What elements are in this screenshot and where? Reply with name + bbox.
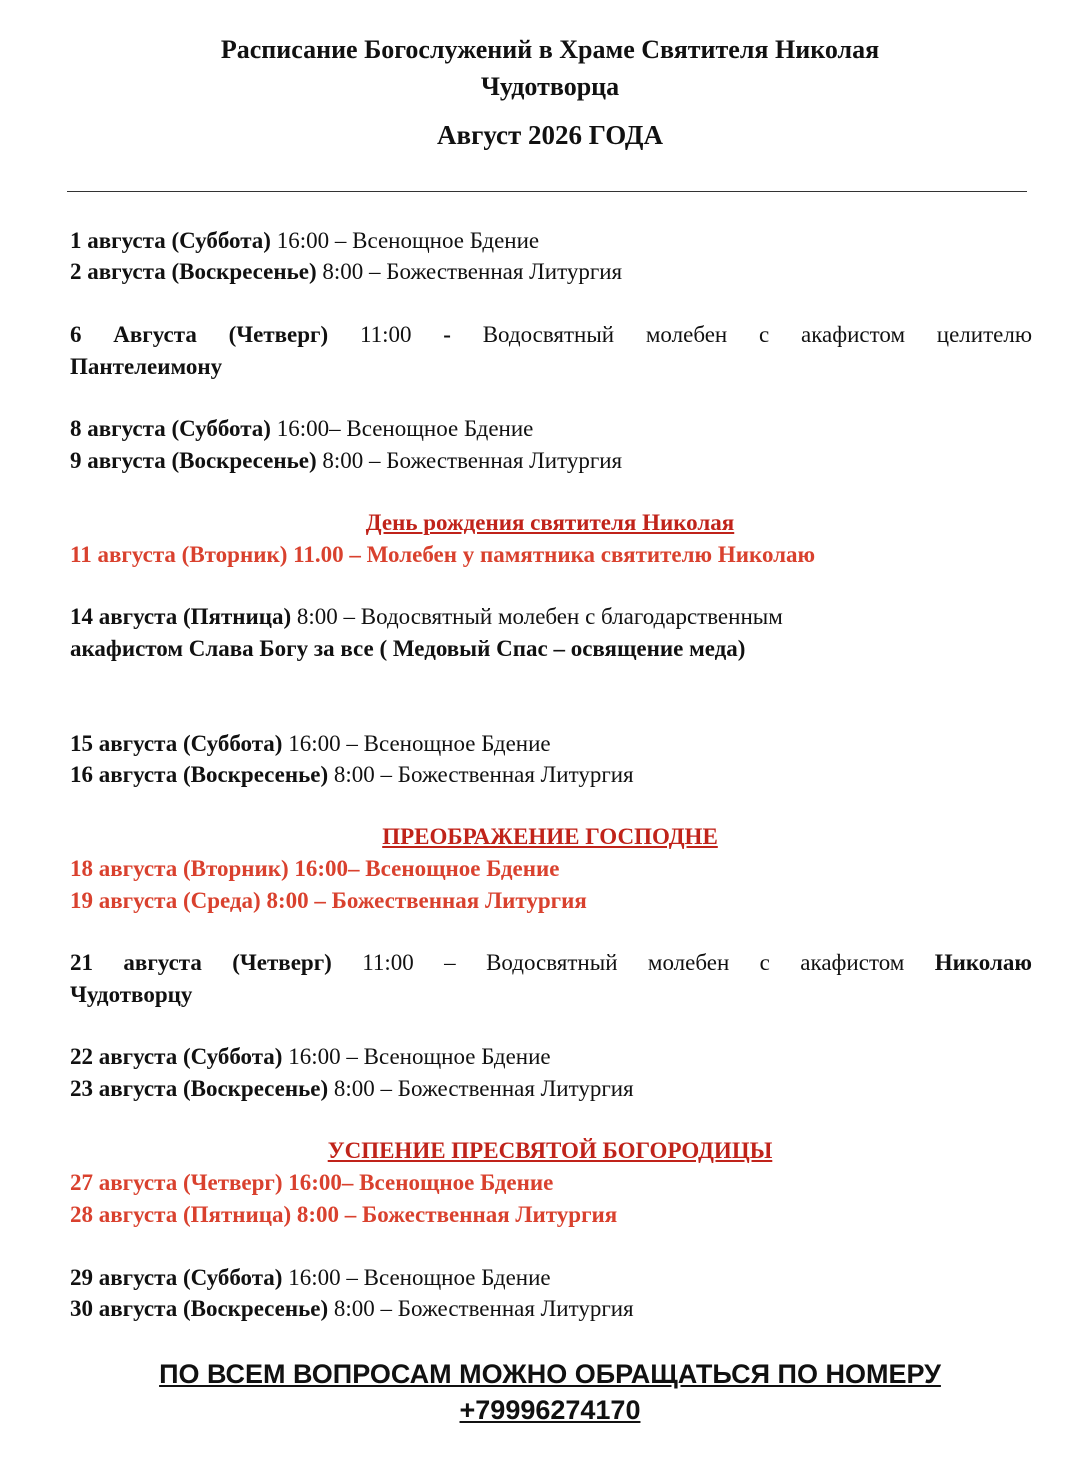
entry-text: 16:00– Всенощное Бдение xyxy=(270,416,534,441)
entry-date: 23 августа (Воскресенье) xyxy=(70,1076,329,1101)
entry-text: 16:00 – Всенощное Бдение xyxy=(282,1044,551,1069)
page-title: Расписание Богослужений в Храме Святителя Николая xyxy=(220,35,880,64)
schedule-entry xyxy=(70,1042,1032,1072)
schedule-entry xyxy=(70,1074,1032,1104)
entry-date: 29 августа (Суббота) xyxy=(70,1265,283,1290)
entry-date: 16 августа (Воскресенье) xyxy=(70,762,329,787)
entry-date: 9 августа (Воскресенье) xyxy=(70,448,317,473)
entry-date: 1 августа (Суббота) xyxy=(70,228,271,253)
entry-date: 15 августа (Суббота) xyxy=(70,731,283,756)
schedule-entry xyxy=(70,1294,1032,1324)
schedule-entry xyxy=(70,948,1032,978)
schedule-entry xyxy=(70,446,1032,476)
schedule-entry xyxy=(70,729,1032,759)
entry-text: 8:00 – Божественная Литургия xyxy=(328,762,634,787)
entry-text: 8:00 – Божественная Литургия xyxy=(328,1296,634,1321)
schedule-entry xyxy=(70,226,1032,256)
entry-text: 16:00 – Всенощное Бдение xyxy=(282,1265,551,1290)
schedule-entry xyxy=(70,320,1032,350)
schedule-entry xyxy=(70,414,1032,444)
feast-entry: 28 августа (Пятница) 8:00 – Божественная Литургия xyxy=(70,1202,618,1227)
entry-text: 16:00 – Всенощное Бдение xyxy=(282,731,551,756)
feast-heading: УСПЕНИЕ ПРЕСВЯТОЙ БОГОРОДИЦЫ xyxy=(327,1138,773,1163)
entry-date: 21 августа (Четверг) xyxy=(70,950,332,975)
entry-text: 8:00 – Божественная Литургия xyxy=(316,259,623,284)
feast-entry: 18 августа (Вторник) 16:00– Всенощное Бдение xyxy=(70,856,560,881)
entry-text-bold: Николаю xyxy=(934,950,1032,975)
schedule-entry-continued xyxy=(70,352,1032,382)
divider xyxy=(67,191,1027,192)
entry-text: 16:00 – Всенощное Бдение xyxy=(270,228,540,253)
entry-text-continued: Чудотворцу xyxy=(70,982,193,1007)
entry-text: Водосвятный молебен с акафистом целителю xyxy=(450,322,1032,347)
entry-date: 6 Августа (Четверг) xyxy=(70,322,329,347)
month-title: Август 2026 ГОДА xyxy=(437,120,663,150)
feast-entry: 11 августа (Вторник) 11.00 – Молебен у памятника святителю Николаю xyxy=(70,542,816,567)
schedule-entry-continued xyxy=(70,980,1032,1010)
feast-entry: 27 августа (Четверг) 16:00– Всенощное Бдение xyxy=(70,1170,554,1195)
entry-time: 11:00 xyxy=(328,322,444,347)
contact-phone[interactable]: +79996274170 xyxy=(459,1395,641,1425)
entry-date: 2 августа (Воскресенье) xyxy=(70,259,317,284)
entry-text-continued: Пантелеимону xyxy=(70,354,223,379)
entry-date: 8 августа (Суббота) xyxy=(70,416,271,441)
page-title-continued: Чудотворца xyxy=(480,72,620,101)
schedule-entry xyxy=(70,1263,1032,1293)
entry-date: 14 августа (Пятница) xyxy=(70,604,292,629)
schedule-entry xyxy=(70,257,1032,287)
entry-text: 8:00 – Божественная Литургия xyxy=(328,1076,634,1101)
feast-heading: День рождения святителя Николая xyxy=(365,510,735,535)
entry-text: 8:00 – Водосвятный молебен с благодарственным xyxy=(291,604,783,629)
contact-notice: ПО ВСЕМ ВОПРОСАМ МОЖНО ОБРАЩАТЬСЯ ПО НОМЕРУ xyxy=(159,1359,941,1389)
entry-text: 11:00 – Водосвятный молебен с акафистом xyxy=(331,950,935,975)
entry-date: 30 августа (Воскресенье) xyxy=(70,1296,329,1321)
entry-date: 22 августа (Суббота) xyxy=(70,1044,283,1069)
feast-entry: 19 августа (Среда) 8:00 – Божественная Литургия xyxy=(70,888,587,913)
entry-dash: - xyxy=(443,322,451,347)
feast-heading: ПРЕОБРАЖЕНИЕ ГОСПОДНЕ xyxy=(382,824,718,849)
entry-text: 8:00 – Божественная Литургия xyxy=(316,448,623,473)
schedule-entry-continued xyxy=(70,634,1032,664)
entry-text-continued: акафистом Слава Богу за все ( Медовый Спас – освящение меда) xyxy=(70,636,746,661)
schedule-entry xyxy=(70,760,1032,790)
schedule-entry xyxy=(70,602,1032,632)
